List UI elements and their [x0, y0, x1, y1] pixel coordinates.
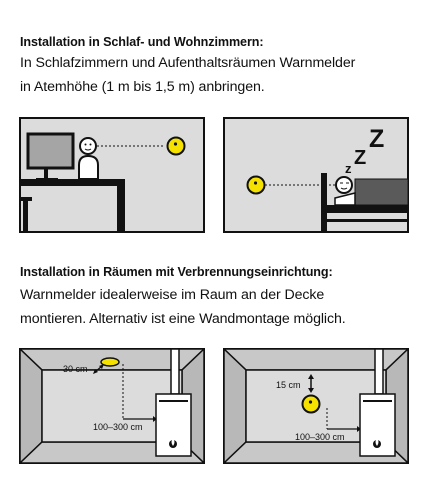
section1-text [20, 51, 420, 99]
smoke-detector-icon [168, 138, 185, 155]
distance-label-stove: 100–300 cm [295, 432, 345, 442]
section1-heading: Installation in Schlaf- und Wohnzimmern: [20, 35, 264, 49]
living-room-illustration [19, 117, 205, 233]
person-icon [79, 138, 98, 179]
smoke-detector-icon [248, 177, 265, 194]
sleep-letter-small: z [345, 161, 352, 176]
ceiling-mount-illustration [19, 348, 205, 464]
section2-text [20, 283, 420, 331]
sleep-letter-large: Z [369, 125, 385, 153]
section2-heading: Installation in Räumen mit Verbrennungseinrichtung: [20, 265, 333, 279]
section2-line1: Warnmelder idealerweise im Raum an der Decke [20, 287, 325, 303]
sleep-letter-medium: Z [354, 147, 367, 169]
wall-mount-illustration [223, 348, 409, 464]
section1-line2: in Atemhöhe (1 m bis 1,5 m) anbringen. [20, 79, 265, 95]
distance-label-stove: 100–300 cm [93, 422, 143, 432]
section1-line1: In Schlafzimmern und Aufenthaltsräumen Warnmelder [20, 55, 356, 71]
distance-label-30cm: 30 cm [63, 364, 88, 374]
distance-label-15cm: 15 cm [276, 380, 301, 390]
section2-line2: montieren. Alternativ ist eine Wandmontage möglich. [20, 311, 346, 327]
wall-smoke-detector-icon [303, 396, 320, 413]
ceiling-smoke-detector-icon [101, 358, 119, 366]
bedroom-illustration [223, 117, 409, 233]
